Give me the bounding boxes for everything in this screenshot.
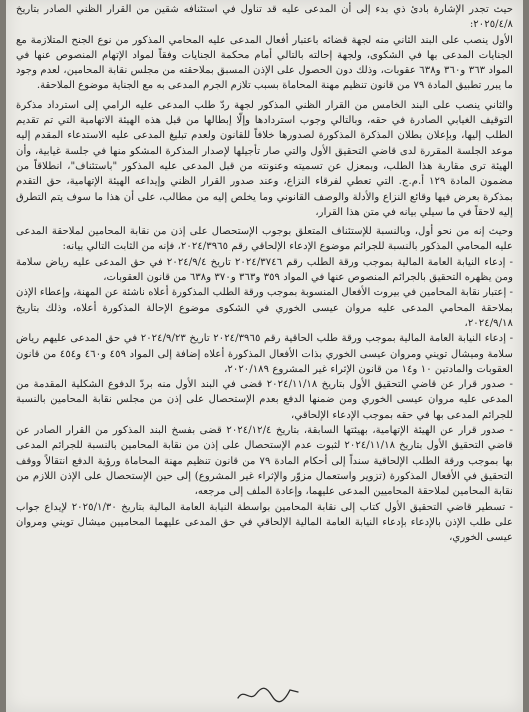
intro-paragraph: حيث تجدر الإشارة بادئ ذي بدء إلى أن المدعى عليه قد تناول في استئنافه شقين من القرار الظني الصادر بتاريخ ٢٠٢٥/٤/٨: — [16, 4, 513, 31]
document-body — [16, 2, 513, 545]
list-item: - تسطير قاضي التحقيق الأول كتاب إلى نقابة المحامين بواسطة النيابة العامة المالية بتاريخ ٢٠٢٥/١/٣٠ لإيداع جواب على طلب الإذن بالإدعاء بإدعاء النيابة العامة المالية الإلحاقي في حق المدعى عليهما المحاميين ميشال تويني ومروان عيسى الخوري، — [16, 501, 513, 544]
first-part-paragraph: الأول ينصب على البند الثاني منه لجهة قضائه باعتبار أفعال المدعى عليه المحامي المذكور من نوع الجنح المتلازمة مع الجنايات المدعى بها في الشكوى، ولجهة إحالته بالتالي أمام محكمة الجنايات وفقاً لمواد الإتهام المنصوص عنها في المواد ٣٦٣ و٣٦٠ و٦٣٨ عقوبات، وذلك دون الحصول على الإذن المسبق بملاحقته من مجلس نقابة المحامين، لعدم وجود ما يبرر تطبيق المادة ٧٩ من قانون تنظيم مهنة المحاماة بسبب تلازم الجرم المدعى به مع الجناية موضوع الملاحقة. — [16, 34, 513, 92]
list-item: - إدعاء النيابة العامة المالية بموجب ورقة طلب الحاقية رقم ٢٠٢٤/٣٩٦٥ تاريخ ٢٠٢٤/٩/٢٣ في حق المدعى عليهم رياض سلامة وميشال تويني ومروان عيسى الخوري بذات الأفعال المذكورة أعلاه إضافة إلى المواد ٤٥٩ و٤٦٠ و٤٥٤ من قانون العقوبات والمادتين ١٠ و١٤ من قانون الإثراء غير المشروع ٢٠٢٠/١٨٩، — [16, 333, 514, 375]
first-point-paragraph: وحيث إنه من نحو أول، وبالنسبة للإستئناف المتعلق بوجوب الإستحصال على إذن من نقابة المحامين لملاحقة المدعى عليه المحامي المذكور بالنسبة للجرائم موضوع الإدعاء الإلحاقي رقم ٢٠٢٤/٣٩٦٥، فإنه من الثابت التالي بيانه: — [16, 226, 513, 253]
document-page — [6, 0, 523, 712]
list-item: - إدعاء النيابة العامة المالية بموجب ورقة الطلب رقم ٢٠٢٤/٣٧٤٦ تاريخ ٢٠٢٤/٩/٤ في حق المدعى عليه رياض سلامة ومن يظهره التحقيق بالجرائم المنصوص عنها في المواد ٣٥٩ و٣٦٣ و٣٧٠ و٦٣٨ من قانون العقوبات، — [16, 256, 513, 284]
second-part-paragraph: والثاني ينصب على البند الخامس من القرار الظني المذكور لجهة ردّ طلب المدعى عليه الرامي إلى استرداد مذكرة التوقيف الغيابي الصادرة في حقه، وبالتالي وجوب استردادها وإلّا إبطالها من قبل هذه الهيئة الاتهامية التي تم تقديم الطلب إليها، وبإعلان بطلان المذكرة المذكورة لصدورها خلافاً للقانون ولعدم تبليغ المدعى عليه الاستدعاء المقدم إليه موعد الجلسة المقررة لدى قاضي التحقيق الأول والتي صار تأجيلها لإصدار المذكرة المشكو منها في جلسة غيابية، وأن الهيئة ترى مقاربة هذا الطلب، وبمعزل عن تسميته وعنونته من قبل المدعى عليه المذكور "باستئناف"، انطلاقاً من مضمون المادة ١٢٩ أ.م.ج. التي تعطي لفرقاء النزاع، وعند صدور القرار الظني وإيداعه الهيئة الإتهامية، حق التقدم بمذكرة بعرض فيها وقائع النزاع والأدلة والوصف القانوني وما يخلص إليه من مطالب، على أن هذا ما سوف يتم التطرق إليه لاحقاً في ما سيلي بيانه في متن هذا القرار، — [16, 99, 513, 218]
list-item: - صدور قرار عن قاضي التحقيق الأول بتاريخ ٢٠٢٤/١١/١٨ قضى في البند الأول منه بردّ الدفوع الشكلية المقدمة من المدعى عليه مروان عيسى الخوري ومن ضمنها الدفع بعدم الإستحصال على إذن من مجلس نقابة المحامين بالنسبة للجرائم المدعى بها في حقه بموجب الإدعاء الإلحاقي، — [16, 379, 514, 421]
signature-mark — [234, 682, 304, 706]
list-item: - صدور قرار عن الهيئة الإتهامية، بهيئتها السابقة، بتاريخ ٢٠٢٤/١٢/٤ قضى بفسخ البند المذكور من القرار الصادر عن قاضي التحقيق الأول بتاريخ ٢٠٢٤/١١/١٨ لثبوت عدم الإستحصال على إذن من نقابة المحامين بالنسبة للجرائم المدعى بها بموجب ورقة الطلب الإلحاقية سنداً إلى أحكام المادة ٧٩ من قانون تنظيم مهنة المحاماة ورؤية الدفع انتقالاً ووقف التحقيق في الأفعال المذكورة (تزوير واستعمال مزوّر والإثراء غير المشروع) إلى حين الإستحصال على الإذن اللازم من نقابة المحامين لملاحقة المحاميين المدعى عليهما، وإعادة الملف إلى مرجعه، — [16, 425, 513, 498]
list-item: - إعتبار نقابة المحامين في بيروت الأفعال المنسوبة بموجب ورقة الطلب المذكورة أعلاه ناشئة عن المهنة، وإعطاء الإذن بملاحقة المحامي المدعى عليه مروان عيسى الخوري في الشكوى موضوع الإحالة المذكورة أعلاه، وذلك بتاريخ ٢٠٢٤/٩/١٨، — [16, 287, 513, 329]
